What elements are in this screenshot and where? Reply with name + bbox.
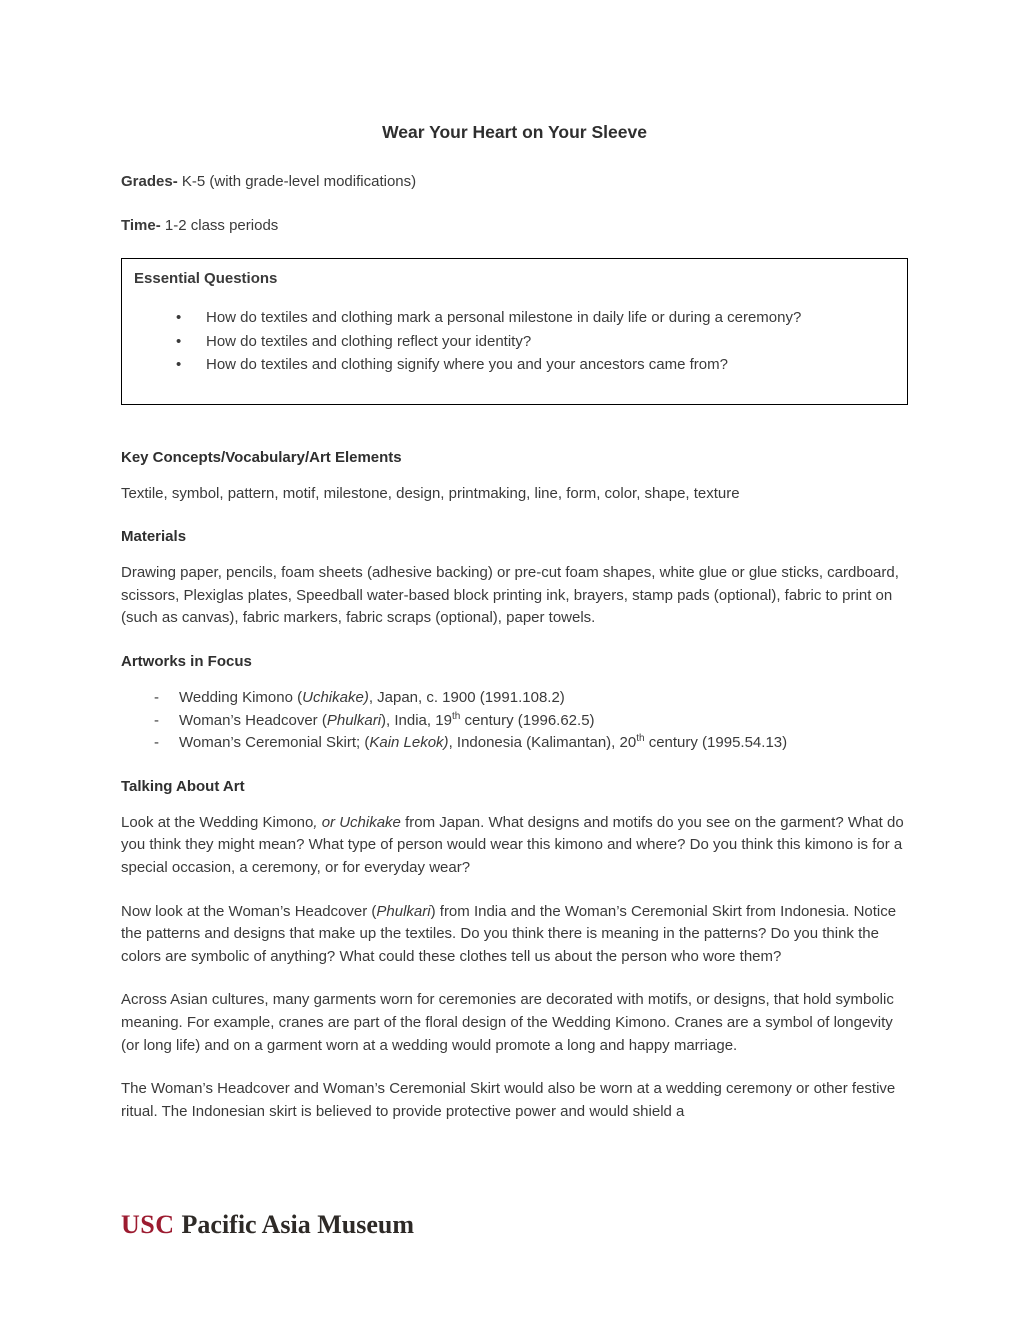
- list-item-text: How do textiles and clothing mark a personal milestone in daily life or during a ceremony?: [206, 309, 802, 327]
- key-concepts-section: [121, 449, 908, 506]
- list-item-text: How do textiles and clothing reflect your identity?: [206, 332, 532, 350]
- key-concepts-text: Textile, symbol, pattern, motif, milestone, design, printmaking, line, form, color, shape, texture: [121, 484, 740, 502]
- list-item: [121, 710, 908, 733]
- section-heading-materials: Materials: [121, 528, 187, 546]
- grades-text: K-5 (with grade-level modifications): [177, 173, 417, 190]
- time-label: Time-: [121, 216, 161, 234]
- bullet-marker: •: [176, 332, 182, 350]
- artwork-text-pre: Woman’s Headcover (: [179, 711, 327, 729]
- paragraph-run: from Japan. What designs and motifs do you see on the garment? What do you think they might mean? What type of person would wear this kimono and where? Do you think this kimono is for a special occasion, a ceremony, or for everyday wear?: [121, 813, 904, 877]
- museum-logo-text: Pacific Asia Museum: [181, 1210, 415, 1239]
- usc-logo-text: USC: [121, 1210, 175, 1239]
- list-item: [134, 306, 891, 330]
- talking-about-art-section: [121, 778, 908, 1124]
- artwork-text-post: , Indonesia (Kalimantan), 20: [448, 734, 637, 752]
- paragraph-run-italic: Phulkari: [376, 902, 431, 920]
- dash-marker: -: [154, 689, 159, 707]
- artwork-text-sup: th: [451, 710, 461, 722]
- materials-section: [121, 528, 908, 630]
- talking-paragraph-4: The Woman’s Headcover and Woman’s Ceremonial Skirt would also be worn at a wedding ceremony or other festive ritual. The Indonesian skirt is believed to provide protective power and would shield a: [121, 1080, 896, 1120]
- paragraph-run-italic: , or Uchikake: [313, 813, 401, 831]
- artwork-text-post2: century (1996.62.5): [460, 711, 595, 729]
- time-text: 1-2 class periods: [160, 216, 279, 234]
- list-item-text: How do textiles and clothing signify where you and your ancestors came from?: [206, 356, 728, 374]
- essential-questions-box: [121, 258, 908, 405]
- paragraph-run: Look at the Wedding Kimono: [121, 813, 314, 831]
- artwork-text-sup: th: [636, 733, 645, 745]
- dash-marker: -: [154, 711, 159, 729]
- artwork-text-italic: Uchikake): [302, 689, 369, 707]
- section-heading-key-concepts: Key Concepts/Vocabulary/Art Elements: [121, 448, 402, 466]
- list-item: [134, 353, 891, 377]
- paragraph-run: ) from India and the Woman’s Ceremonial Skirt from Indonesia. Notice the patterns and designs that make up the textiles. Do you think there is meaning in the patterns? Do you think the colors are symbolic of anything? What could these clothes tell us about the person who wore them?: [121, 902, 897, 965]
- artwork-text-italic: Kain Lekok): [369, 734, 449, 752]
- document-title: Wear Your Heart on Your Sleeve: [382, 122, 647, 142]
- artwork-text-pre: Wedding Kimono (: [179, 689, 303, 707]
- talking-paragraph-3: Across Asian cultures, many garments worn for ceremonies are decorated with motifs, or designs, that hold symbolic meaning. For example, cranes are part of the floral design of the Wedding Kimono. Cranes are a symbol of longevity (or long life) and on a garment worn at a wedding would promote a long and happy marriage.: [121, 991, 894, 1054]
- talking-paragraph-1: [121, 812, 908, 880]
- essential-questions-heading: Essential Questions: [134, 270, 278, 288]
- grades-label: Grades-: [121, 173, 178, 190]
- grades-line: [121, 171, 908, 194]
- list-item: [121, 687, 908, 710]
- section-heading-artworks: Artworks in Focus: [121, 653, 252, 671]
- section-heading-talking-about-art: Talking About Art: [121, 777, 245, 795]
- artworks-section: [121, 653, 908, 755]
- artwork-text-post: ), India, 19: [381, 711, 452, 729]
- artwork-text-italic: Phulkari: [326, 711, 382, 729]
- list-item: [134, 330, 891, 354]
- footer-logo: [121, 1210, 414, 1240]
- artworks-list: [121, 687, 908, 755]
- paragraph-run: Now look at the Woman’s Headcover (: [121, 902, 377, 920]
- bullet-marker: •: [176, 309, 182, 327]
- bullet-marker: •: [176, 356, 182, 374]
- artwork-text-post: , Japan, c. 1900 (1991.108.2): [368, 689, 565, 707]
- time-line: [121, 215, 908, 238]
- talking-paragraph-2: [121, 901, 908, 969]
- list-item: [121, 732, 908, 755]
- essential-questions-list: [134, 306, 891, 377]
- artwork-text-post2: century (1995.54.13): [644, 734, 788, 752]
- dash-marker: -: [154, 734, 159, 752]
- materials-text: Drawing paper, pencils, foam sheets (adhesive backing) or pre-cut foam shapes, white glue or glue sticks, cardboard, scissors, Plexiglas plates, Speedball water-based block printing ink, brayers, stamp pads (optional), fabric to print on (such as canvas), fabric markers, fabric scraps (optional), paper towels.: [121, 564, 899, 627]
- artwork-text-pre: Woman’s Ceremonial Skirt; (: [179, 734, 370, 752]
